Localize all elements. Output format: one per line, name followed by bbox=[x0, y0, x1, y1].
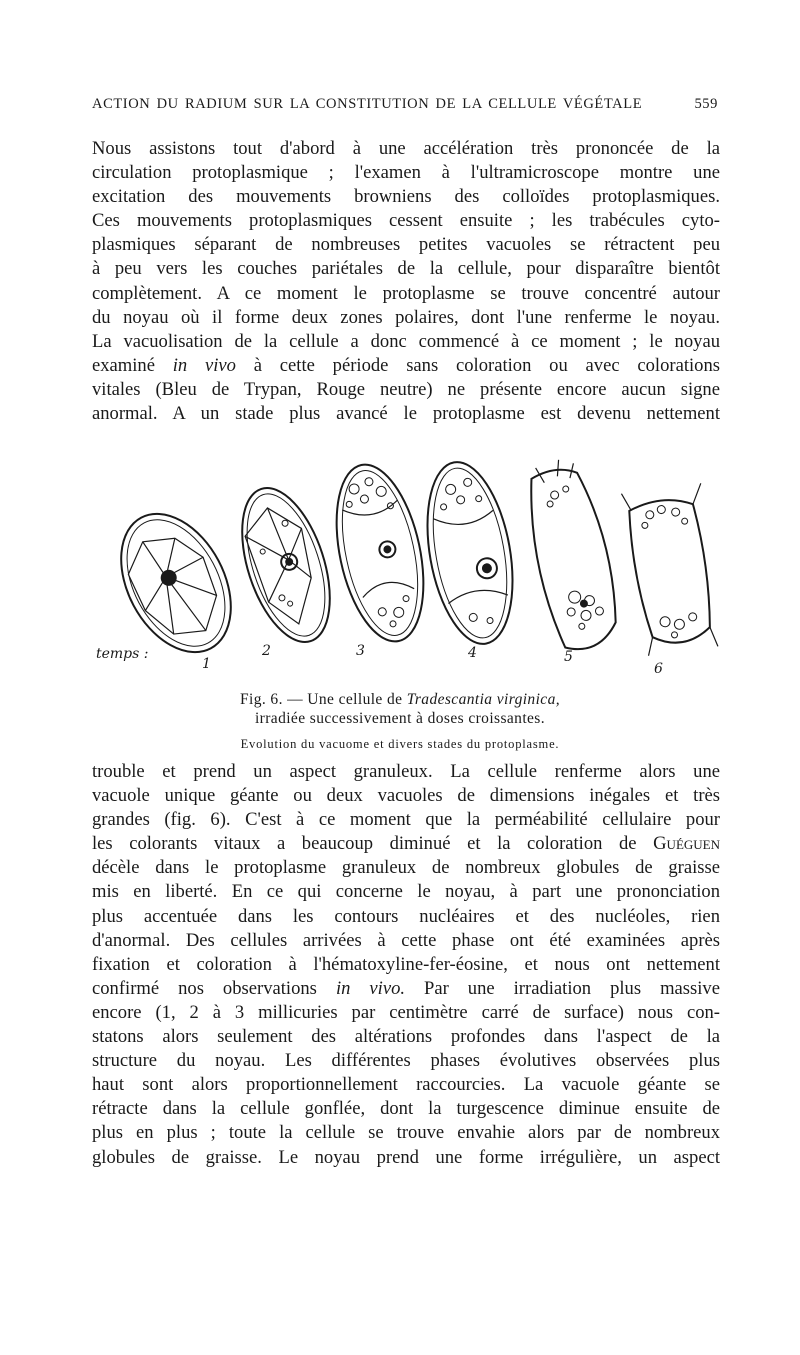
cell-stage-4 bbox=[415, 455, 526, 650]
figure-6 bbox=[90, 455, 730, 687]
page-number: 559 bbox=[694, 96, 718, 112]
text-line: vacuole unique géante ou deux vacuoles de dimensions inégales et très bbox=[92, 785, 720, 807]
text-line: excitation des mouvements browniens des colloïdes protoplasmiques. bbox=[92, 186, 720, 208]
text-line: anormal. A un stade plus avancé le protoplasme est devenu nettement bbox=[92, 403, 720, 425]
italic-term: in vivo. bbox=[335, 977, 406, 999]
caption-species: Tradescantia virginica, bbox=[406, 691, 560, 708]
text-line: plus accentuée dans les contours nucléaires et des nucléoles, rien bbox=[92, 905, 720, 927]
text-line: statons alors seulement des altérations profondes dans l'aspect de la bbox=[92, 1026, 720, 1048]
text-segment: Par une irradiation plus massive bbox=[424, 977, 720, 999]
stage-number: 2 bbox=[262, 643, 271, 659]
text-line: d'anormal. Des cellules arrivées à cette phase ont été examinées après bbox=[92, 929, 720, 951]
text-line: structure du noyau. Les différentes phases évolutives observées plus bbox=[92, 1050, 720, 1072]
text-line: trouble et prend un aspect granuleux. La cellule renferme alors une bbox=[92, 761, 720, 782]
cell-stage-5 bbox=[521, 455, 623, 654]
text-line bbox=[92, 354, 720, 378]
figure-subcaption: Evolution du vacuome et divers stades du protoplasme. bbox=[240, 737, 560, 751]
cell-stage-1 bbox=[99, 495, 253, 671]
text-line: Nous assistons tout d'abord à une accélération très prononcée de la bbox=[92, 138, 720, 159]
text-line: grandes (fig. 6). C'est à ce moment que la perméabilité cellulaire pour bbox=[92, 809, 720, 831]
caption-line-2: irradiée successivement à doses croissantes. bbox=[254, 710, 546, 727]
text-line: rétracte dans la cellule gonflée, dont la turgescence diminue ensuite de bbox=[92, 1098, 720, 1120]
text-line: plasmiques séparant de nombreuses petites vacuoles se rétractent peu bbox=[92, 234, 720, 256]
text-line: La vacuolisation de la cellule a donc commencé à ce moment ; le noyau bbox=[92, 330, 720, 352]
paragraph-bottom bbox=[92, 760, 720, 1170]
caption-line-1 bbox=[0, 690, 800, 709]
text-line bbox=[92, 832, 720, 856]
text-line bbox=[92, 977, 720, 1001]
text-line: complètement. A ce moment le protoplasme se trouve concentré autour bbox=[92, 282, 720, 304]
text-line: décèle dans le protoplasme granuleux de nombreux globules de graisse bbox=[92, 857, 720, 879]
paragraph-top bbox=[92, 137, 720, 426]
caption-prefix: Fig. 6. — Une cellule de bbox=[240, 691, 403, 708]
text-line: haut sont alors proportionnellement raccourcies. La vacuole géante se bbox=[92, 1074, 720, 1096]
text-line: mis en liberté. En ce qui concerne le noyau, à part une prononciation bbox=[92, 881, 720, 903]
text-segment: les colorants vitaux a beaucoup diminué et la coloration de bbox=[92, 833, 637, 855]
text-line: circulation protoplasmique ; l'examen à l'ultramicroscope montre une bbox=[92, 162, 720, 184]
stage-number: 3 bbox=[356, 643, 365, 659]
cell-stage-3 bbox=[322, 457, 438, 650]
cell-stage-6 bbox=[621, 483, 718, 656]
cell-stage-2 bbox=[225, 477, 347, 653]
stage-number: 4 bbox=[468, 645, 477, 661]
text-line: globules de graisse. Le noyau prend une forme irrégulière, un aspect bbox=[92, 1146, 720, 1168]
cell-drawings bbox=[90, 455, 730, 687]
running-header bbox=[92, 96, 718, 113]
text-line: Ces mouvements protoplasmiques cessent ensuite ; les trabécules cyto- bbox=[92, 210, 720, 232]
text-line: du noyau où il forme deux zones polaires, dont l'une renferme le noyau. bbox=[92, 306, 720, 328]
text-segment: examiné bbox=[92, 354, 155, 376]
text-line: vitales (Bleu de Trypan, Rouge neutre) ne présente encore aucun signe bbox=[92, 378, 720, 400]
author-name: Guéguen bbox=[653, 833, 720, 855]
text-segment: à cette période sans coloration ou avec colorations bbox=[253, 354, 720, 376]
stage-number: 5 bbox=[564, 649, 573, 665]
text-line: plus en plus ; toute la cellule se trouve envahie alors par de nombreux bbox=[92, 1122, 720, 1144]
text-line: encore (1, 2 à 3 millicuries par centimètre carré de surface) nous con- bbox=[92, 1001, 720, 1023]
stage-number: 6 bbox=[654, 661, 663, 677]
text-line: à peu vers les couches pariétales de la cellule, pour disparaître bientôt bbox=[92, 258, 720, 280]
italic-term: in vivo bbox=[172, 354, 236, 376]
figure-caption bbox=[0, 690, 800, 728]
time-label: temps : bbox=[96, 646, 149, 662]
stage-number: 1 bbox=[202, 656, 211, 672]
running-title: ACTION DU RADIUM SUR LA CONSTITUTION DE LA CELLULE VÉGÉTALE bbox=[92, 96, 643, 112]
text-segment: confirmé nos observations bbox=[92, 977, 317, 999]
text-line: fixation et coloration à l'hématoxyline-fer-éosine, et nous ont nettement bbox=[92, 953, 720, 975]
